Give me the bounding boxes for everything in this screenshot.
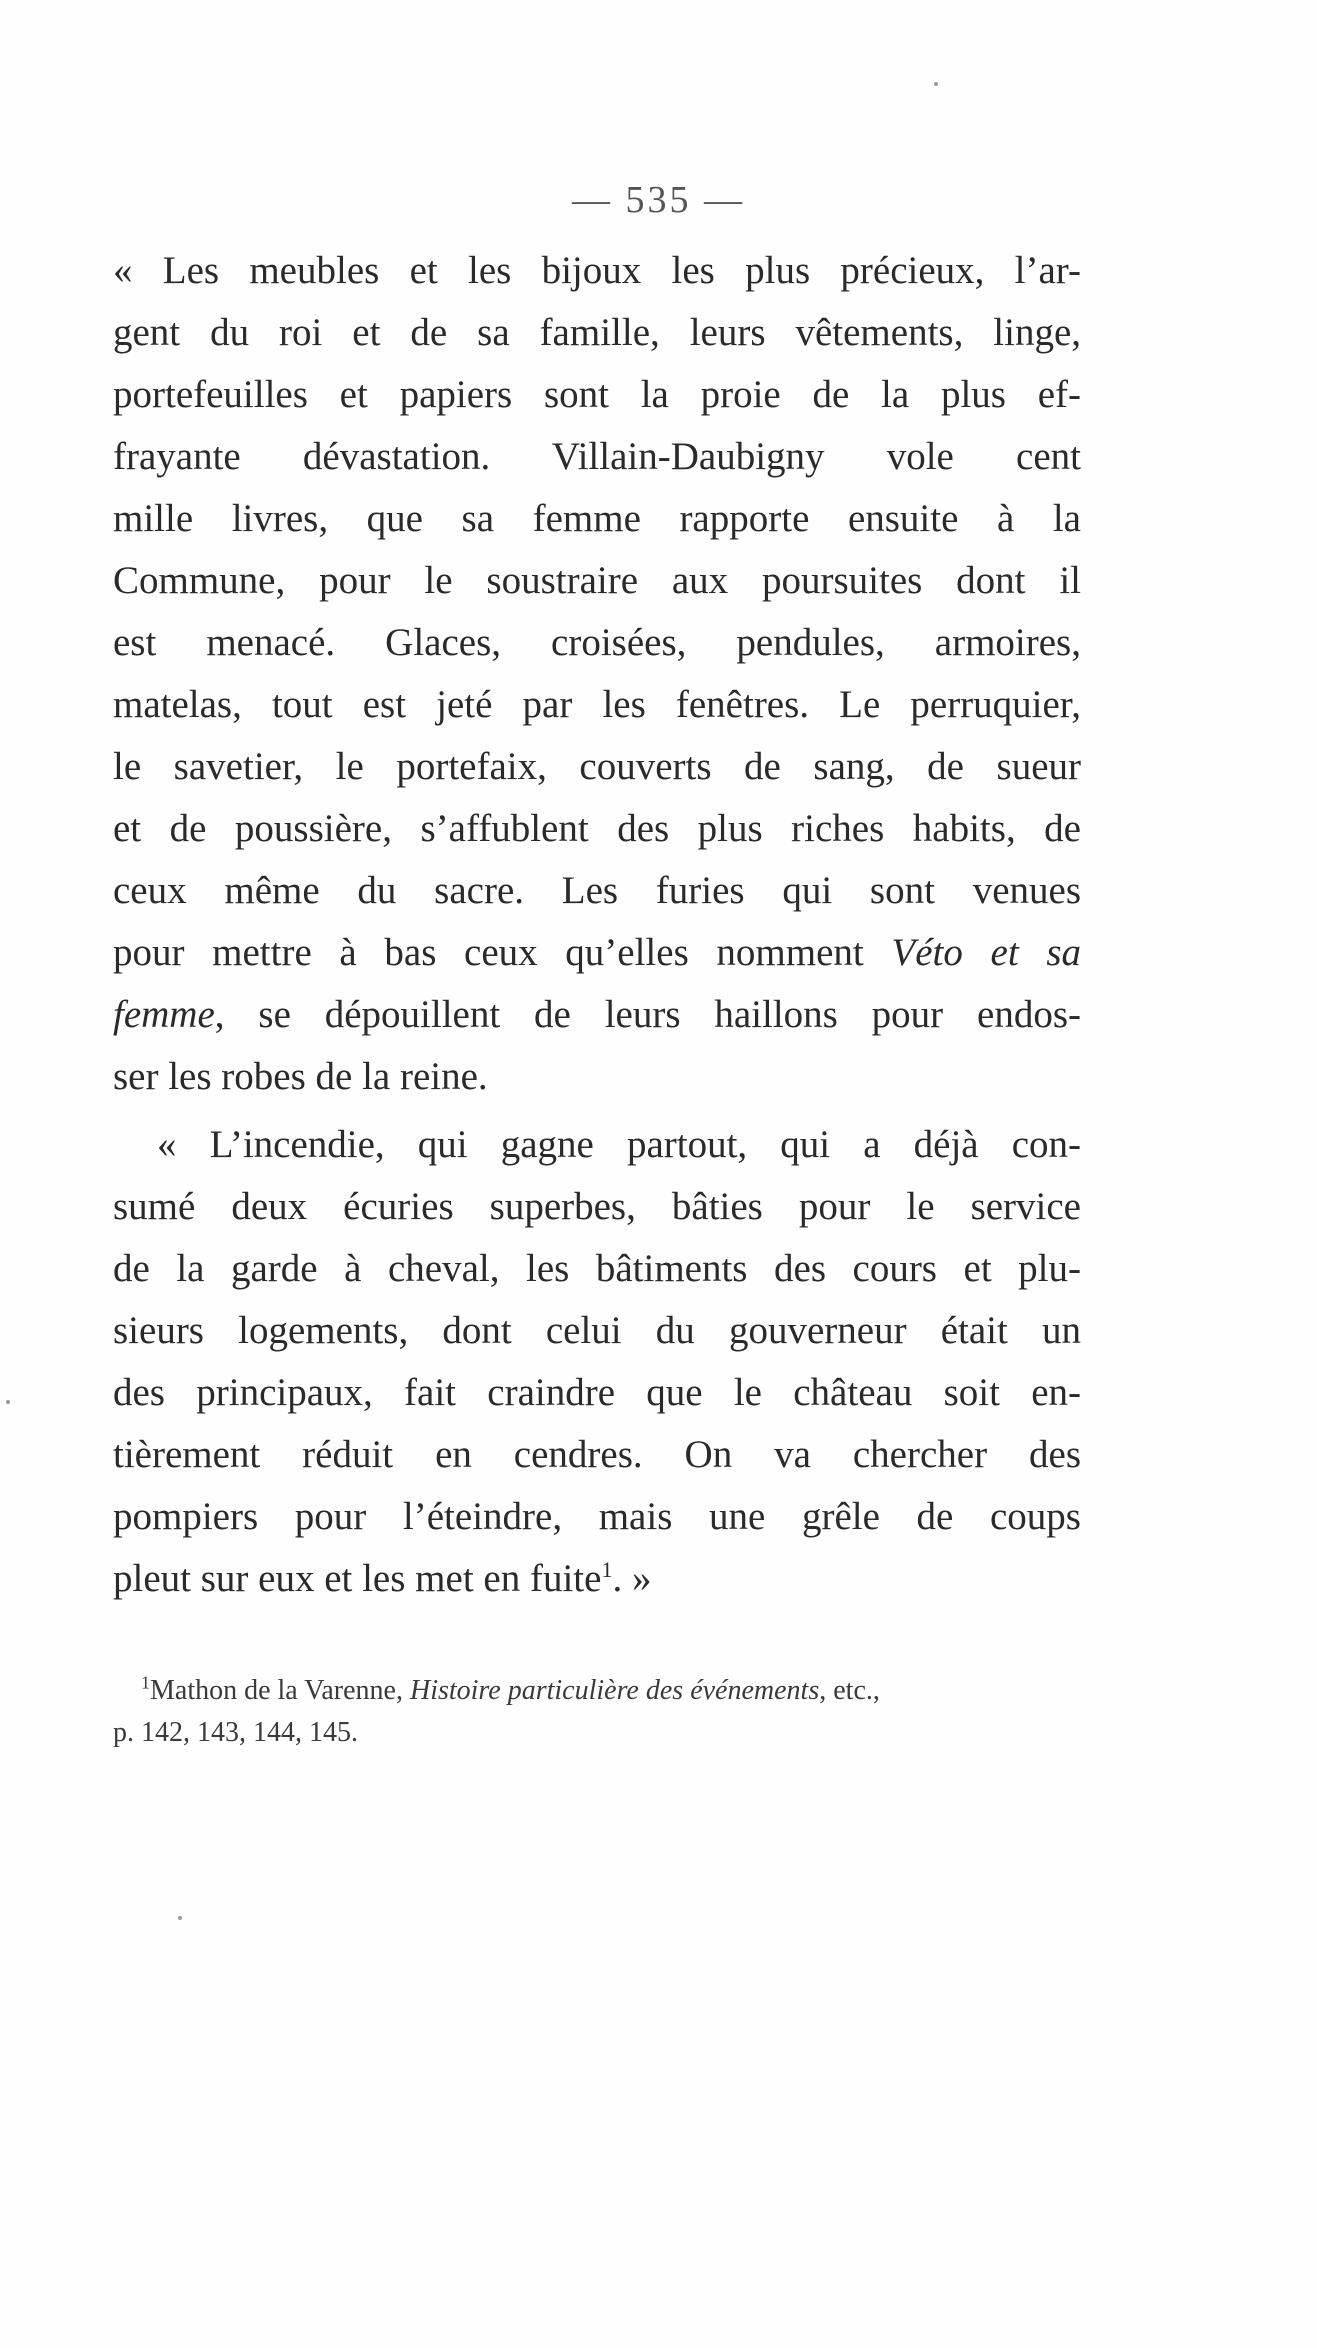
paragraph-2-line-3: de la garde à cheval, les bâtiments des cours et plu- <box>113 1247 1081 1290</box>
footnote-reference: 1 <box>601 1557 613 1582</box>
footnote-line-1 <box>113 1670 1081 1712</box>
paragraph-1-line-7: est menacé. Glaces, croisées, pendules, armoires, <box>113 621 1081 664</box>
paper-speck <box>178 1916 182 1920</box>
footnote-author: Mathon de la Varenne, <box>150 1675 410 1706</box>
footnote-title: Histoire particulière des événements <box>409 1675 820 1706</box>
closing-quote: . » <box>612 1557 652 1600</box>
paragraph-1-line-6: Commune, pour le soustraire aux poursuites dont il <box>113 559 1081 602</box>
footnote-mark: 1 <box>141 1672 150 1693</box>
paragraph-1-line-5: mille livres, que sa femme rapporte ensuite à la <box>113 497 1081 540</box>
paragraph-2-line-1: « L’incendie, qui gagne partout, qui a déjà con- <box>157 1123 1081 1166</box>
paragraph-2-line-4: sieurs logements, dont celui du gouverneur était un <box>113 1309 1081 1352</box>
paragraph-1-line-12 <box>113 922 1081 984</box>
footnote <box>113 1670 1081 1754</box>
line-12-text: pour mettre à bas ceux qu’elles nomment <box>113 931 892 974</box>
body-text <box>113 240 1081 1610</box>
paragraph-1-line-11: ceux même du sacre. Les furies qui sont venues <box>113 869 1081 912</box>
paragraph-1-line-3: portefeuilles et papiers sont la proie de la plus ef- <box>113 373 1081 416</box>
paper-speck <box>934 82 938 86</box>
line-13-text: , se dépouillent de leurs haillons pour endos- <box>214 993 1081 1036</box>
paragraph-2-line-7: pompiers pour l’éteindre, mais une grêle de coups <box>113 1495 1081 1538</box>
paragraph-1-line-9: le savetier, le portefaix, couverts de sang, de sueur <box>113 745 1081 788</box>
paragraph-1-line-14: ser les robes de la reine. <box>113 1055 488 1098</box>
paragraph-2-line-2: sumé deux écuries superbes, bâties pour le service <box>113 1185 1081 1228</box>
paragraph-1-line-13 <box>113 984 1081 1046</box>
paragraph-2-line-5: des principaux, fait craindre que le château soit en- <box>113 1371 1081 1414</box>
last-line-text: pleut sur eux et les met en fuite <box>113 1557 602 1600</box>
footnote-line-2: p. 142, 143, 144, 145. <box>113 1717 358 1748</box>
paragraph-2-line-6: tièrement réduit en cendres. On va chercher des <box>113 1433 1081 1476</box>
paragraph-1-line-4: frayante dévastation. Villain-Daubigny vole cent <box>113 435 1081 478</box>
italic-title-part-1: Véto et sa <box>891 931 1081 974</box>
paragraph-1-line-1: « Les meubles et les bijoux les plus précieux, l’ar- <box>113 249 1081 292</box>
paragraph-2-line-8 <box>113 1548 1081 1610</box>
paragraph-1-line-10: et de poussière, s’affublent des plus riches habits, de <box>113 807 1081 850</box>
italic-title-part-2: femme <box>113 993 215 1036</box>
paragraph-1-line-8: matelas, tout est jeté par les fenêtres. Le perruquier, <box>113 683 1081 726</box>
footnote-etc: , etc., <box>819 1675 880 1706</box>
paragraph-1-line-2: gent du roi et de sa famille, leurs vêtements, linge, <box>113 311 1081 354</box>
page-number: — 535 — <box>572 179 745 221</box>
paper-speck <box>6 1400 10 1404</box>
